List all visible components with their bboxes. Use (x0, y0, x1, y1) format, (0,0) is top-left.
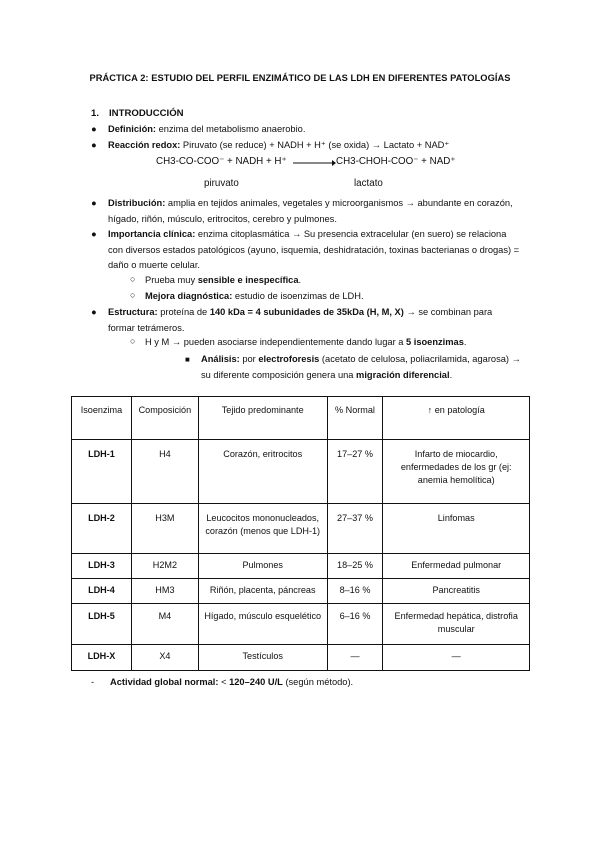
table-cell: 17–27 % (327, 440, 383, 504)
table-row (72, 504, 530, 554)
table-cell: H4 (131, 440, 198, 504)
table-cell: 6–16 % (327, 604, 383, 645)
document-title: PRÁCTICA 2: ESTUDIO DEL PERFIL ENZIMÁTICO DE LAS LDH EN DIFERENTES PATOLOGÍAS (89, 73, 511, 83)
bullet-label: Definición: (108, 124, 157, 134)
table-row (72, 645, 530, 671)
table-cell: HM3 (131, 579, 198, 604)
square-glyph: ■ (185, 355, 190, 364)
table-header: Tejido predominante (198, 397, 327, 440)
bullet-reaccion (91, 138, 521, 154)
bullet-glyph: ● (91, 307, 97, 317)
table-cell: Enfermedad hepática, distrofia muscular (383, 604, 530, 645)
section-heading (91, 108, 184, 119)
circle-glyph: ○ (130, 290, 136, 300)
subitem-analisis (186, 352, 526, 383)
isoenzyme-table (71, 396, 530, 671)
bullet-label: Estructura: (108, 307, 158, 317)
footer-label: Actividad global normal: (110, 677, 219, 687)
dash-glyph: - (91, 677, 95, 687)
table-row (72, 579, 530, 604)
footer-note (91, 677, 353, 687)
table-cell: Linfomas (383, 504, 530, 554)
subitem-text: Prueba muy (145, 275, 198, 285)
bullet-definicion (91, 122, 521, 138)
bullet-glyph: ● (91, 140, 97, 150)
table-cell: Riñón, placenta, páncreas (198, 579, 327, 604)
table-row (72, 554, 530, 579)
section-label: INTRODUCCIÓN (109, 108, 184, 119)
table-cell: Testículos (198, 645, 327, 671)
table-cell: 8–16 % (327, 579, 383, 604)
table-header: Composición (131, 397, 198, 440)
equation-label-piruvato: piruvato (204, 178, 239, 189)
bullet-text: → se combinan para formar tetrámeros. (108, 307, 493, 333)
table-cell: LDH-X (72, 645, 132, 671)
table-header-row (72, 397, 530, 440)
table-cell: LDH-4 (72, 579, 132, 604)
bullet-bold: (H, M, X) (364, 307, 404, 317)
table-cell: Pancreatitis (383, 579, 530, 604)
bullet-text: proteína de (157, 307, 210, 317)
table-row (72, 440, 530, 504)
bullet-label: Distribución: (108, 198, 166, 208)
table-cell: Infarto de miocardio, enfermedades de los gr (ej: anemia hemolítica) (383, 440, 530, 504)
table-cell: Corazón, eritrocitos (198, 440, 327, 504)
subitem-bold: sensible e inespecífica (197, 275, 299, 285)
table-cell: Enfermedad pulmonar (383, 554, 530, 579)
table-cell: H2M2 (131, 554, 198, 579)
table-cell: — (383, 645, 530, 671)
analisis-bold: migración diferencial (356, 369, 450, 380)
table-cell: LDH-5 (72, 604, 132, 645)
footer-text: < (218, 677, 230, 687)
subitem-hym (130, 337, 466, 347)
analisis-text: (acetato de celulosa, poliacrilamida, agarosa) → su diferente composición genera una (201, 354, 521, 380)
table-cell: 27–37 % (327, 504, 383, 554)
section-number: 1. (91, 108, 100, 119)
subitem-text: estudio de isoenzimas de LDH. (232, 291, 364, 301)
table-cell: 18–25 % (327, 554, 383, 579)
subitem-prueba (130, 275, 301, 285)
subitem-mejora (130, 291, 364, 301)
subitem-text: . (463, 337, 467, 347)
analisis-text: . (449, 369, 453, 380)
table-cell: Pulmones (198, 554, 327, 579)
circle-glyph: ○ (130, 336, 136, 346)
table-row (72, 604, 530, 645)
table-cell: LDH-3 (72, 554, 132, 579)
bullet-text: amplia en tejidos animales, vegetales y microorganismos → abundante en corazón, hígado, riñón, músculo, eritrocitos, cerebro y pulmones. (108, 198, 513, 224)
subitem-text: H y M → pueden asociarse independientemente dando lugar a (145, 337, 406, 347)
bullet-text: enzima citoplasmática → Su presencia extracelular (en suero) se relaciona con diversos estados patológicos (ayuno, isquemia, deshidratación, toxinas bacterianas o drogas) = daño o muerte celular. (108, 229, 520, 271)
analisis-bold: electroforesis (258, 354, 320, 364)
bullet-importancia (91, 227, 521, 274)
footer-text: (según método). (282, 677, 354, 687)
bullet-glyph: ● (91, 229, 97, 239)
table-cell: H3M (131, 504, 198, 554)
bullet-label: Reacción redox: (108, 140, 181, 150)
analisis-label: Análisis: (201, 354, 240, 364)
bullet-bold: 140 kDa = 4 subunidades de 35kDa (209, 307, 365, 317)
table-header: Isoenzima (72, 397, 132, 440)
table-cell: LDH-2 (72, 504, 132, 554)
bullet-text: enzima del metabolismo anaerobio. (156, 124, 306, 134)
table-cell: X4 (131, 645, 198, 671)
reaction-arrow-icon (292, 158, 336, 168)
subitem-text: . (298, 275, 302, 285)
equation-left: CH3-CO-COO⁻ + NADH + H⁺ (156, 156, 287, 167)
bullet-text: Piruvato (se reduce) + NADH + H⁺ (se oxida) → Lactato + NAD⁺ (180, 140, 450, 150)
bullet-estructura (91, 305, 521, 336)
bullet-glyph: ● (91, 124, 97, 134)
table-header: % Normal (327, 397, 383, 440)
table-cell: Hígado, músculo esquelético (198, 604, 327, 645)
table-cell: Leucocitos mononucleados, corazón (menos que LDH-1) (198, 504, 327, 554)
table-header: ↑ en patología (383, 397, 530, 440)
bullet-label: Importancia clínica: (108, 229, 196, 239)
equation-right: CH3-CHOH-COO⁻ + NAD⁺ (336, 156, 456, 167)
footer-bold: 120–240 U/L (229, 677, 283, 687)
bullet-distribucion (91, 196, 521, 227)
table-cell: M4 (131, 604, 198, 645)
analisis-text: por (239, 354, 259, 364)
subitem-bold: 5 isoenzimas (406, 337, 464, 347)
circle-glyph: ○ (130, 274, 136, 284)
bullet-glyph: ● (91, 198, 97, 208)
table-cell: — (327, 645, 383, 671)
table-cell: LDH-1 (72, 440, 132, 504)
equation-label-lactato: lactato (354, 178, 383, 189)
subitem-bold: Mejora diagnóstica: (145, 291, 233, 301)
